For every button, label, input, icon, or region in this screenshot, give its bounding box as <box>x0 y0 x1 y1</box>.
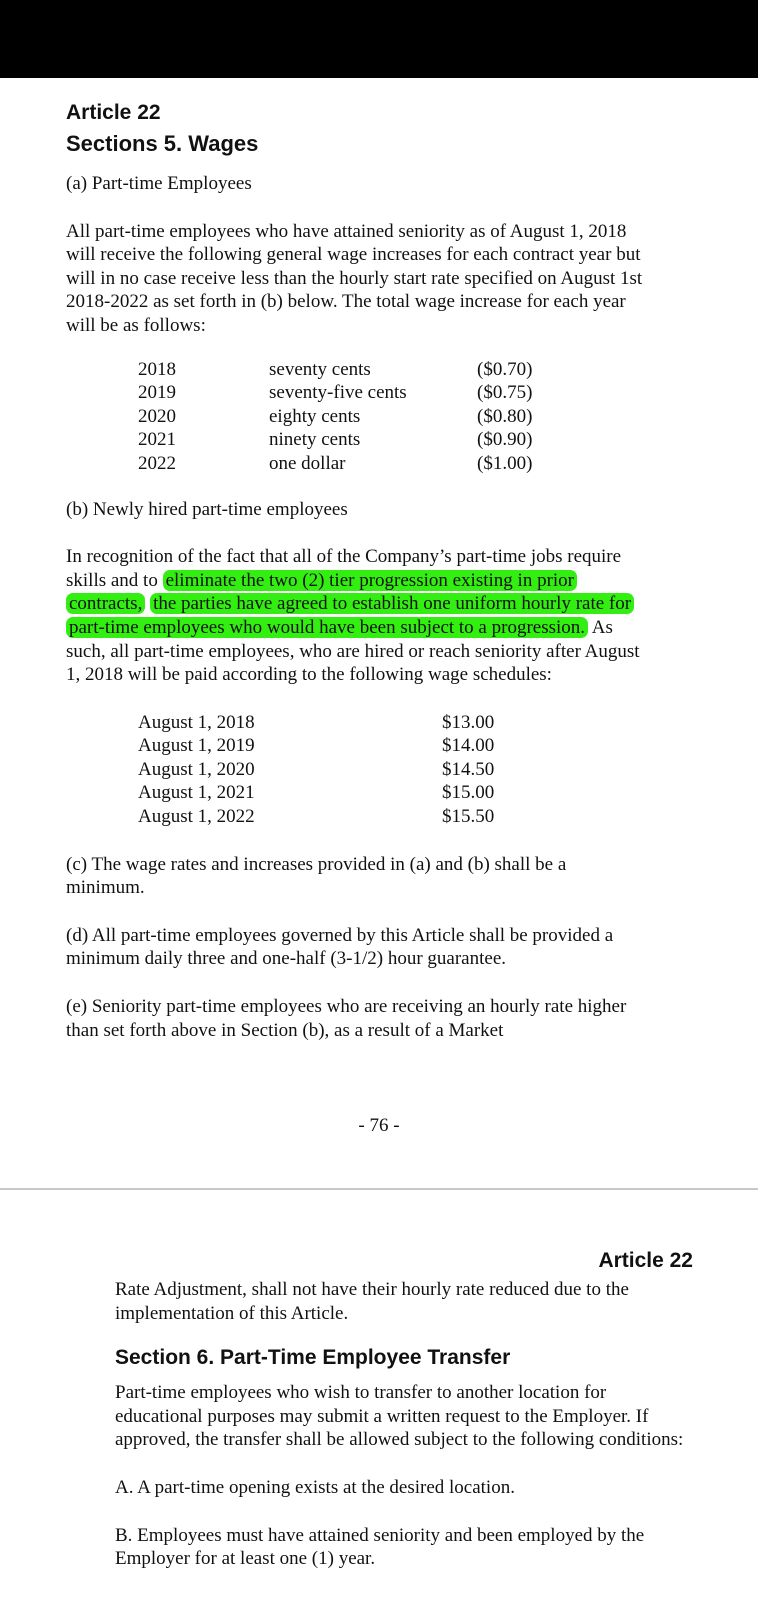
increase-amount: ($0.75) <box>477 382 533 404</box>
increase-year: 2019 <box>138 382 176 404</box>
increase-amount: ($1.00) <box>477 452 533 474</box>
section-heading: Sections 5. Wages <box>66 131 259 156</box>
article-heading-page2: Article 22 <box>598 1249 693 1272</box>
page-number: - 76 - <box>358 1115 400 1136</box>
schedule-date: August 1, 2020 <box>138 758 255 780</box>
article-heading: Article 22 <box>66 101 161 124</box>
schedule-date: August 1, 2019 <box>138 735 255 757</box>
increase-amount: ($0.90) <box>477 429 533 451</box>
schedule-rate: $15.50 <box>442 806 495 828</box>
paragraph-b-text: As such, all part-time employees, who are hired or reach seniority after August 1, 2018 will be paid according to the following wage schedules: <box>66 616 640 686</box>
page-77 <box>115 1246 693 1571</box>
increase-year: 2021 <box>138 429 176 451</box>
paragraph-b-text: In recognition of the fact that all of the Company’s part-time jobs require skills and to <box>66 546 622 591</box>
increase-amount: ($0.80) <box>477 405 533 427</box>
paragraph-transfer: Part-time employees who wish to transfer to another location for educational purposes may submit a written request to the Employer. If approved, the transfer shall be allowed subject to the following conditions: <box>115 1382 684 1451</box>
condition-a: A. A part-time opening exists at the desired location. <box>115 1476 515 1498</box>
wage-schedule-table <box>138 711 494 829</box>
table-row <box>138 405 532 429</box>
page-76 <box>66 98 646 1042</box>
paragraph-a: All part-time employees who have attained seniority as of August 1, 2018 will receive the following general wage increases for each contract year but will in no case receive less than the hourly start rate specified on August 1st 2018-2022 as set forth in (b) below. The total wage increase for each year will be as follows: <box>66 220 643 336</box>
table-row <box>138 734 494 758</box>
increase-year: 2018 <box>138 358 176 380</box>
wage-increase-table <box>138 358 532 476</box>
paragraph-e: (e) Seniority part-time employees who are receiving an hourly rate higher than set forth above in Section (b), as a result of a Market <box>66 996 627 1041</box>
schedule-rate: $14.50 <box>442 758 495 780</box>
top-black-bar <box>0 0 758 78</box>
paragraph-d: (d) All part-time employees governed by this Article shall be provided a minimum daily three and one-half (3-1/2) hour guarantee. <box>66 924 614 970</box>
increase-amount: ($0.70) <box>477 358 533 380</box>
highlighted-text: the parties have agreed to establish one uniform hourly rate for part-time employees who would have been subject to a progression. <box>66 593 634 638</box>
schedule-date: August 1, 2021 <box>138 782 255 804</box>
table-row <box>138 805 494 829</box>
paragraph-c: (c) The wage rates and increases provided in (a) and (b) shall be a minimum. <box>66 853 567 899</box>
increase-words: seventy cents <box>269 358 371 380</box>
schedule-rate: $13.00 <box>442 711 495 733</box>
paragraph-continued: Rate Adjustment, shall not have their hourly rate reduced due to the implementation of this Article. <box>115 1279 629 1324</box>
section-6-heading: Section 6. Part-Time Employee Transfer <box>115 1346 511 1370</box>
increase-words: seventy-five cents <box>269 382 407 404</box>
table-row <box>138 758 494 782</box>
schedule-rate: $14.00 <box>442 735 495 757</box>
table-row <box>138 358 532 382</box>
condition-b: B. Employees must have attained seniority and been employed by the Employer for at least one (1) year. <box>115 1524 645 1570</box>
table-row <box>138 781 494 805</box>
increase-year: 2020 <box>138 405 176 427</box>
table-row <box>138 428 532 452</box>
table-row <box>138 381 532 405</box>
schedule-rate: $15.00 <box>442 782 495 804</box>
increase-words: one dollar <box>269 452 346 474</box>
schedule-date: August 1, 2022 <box>138 806 255 828</box>
increase-words: eighty cents <box>269 405 361 427</box>
table-row <box>138 452 532 476</box>
subsection-a-title: (a) Part-time Employees <box>66 173 252 194</box>
page-divider <box>0 1188 758 1190</box>
table-row <box>138 711 494 735</box>
paragraph-b <box>66 545 646 687</box>
increase-year: 2022 <box>138 452 176 474</box>
increase-words: ninety cents <box>269 429 361 451</box>
subsection-b-title: (b) Newly hired part-time employees <box>66 498 348 520</box>
schedule-date: August 1, 2018 <box>138 711 255 733</box>
highlighted-text: eliminate the two (2) tier progression existing in prior contracts, <box>66 570 577 615</box>
